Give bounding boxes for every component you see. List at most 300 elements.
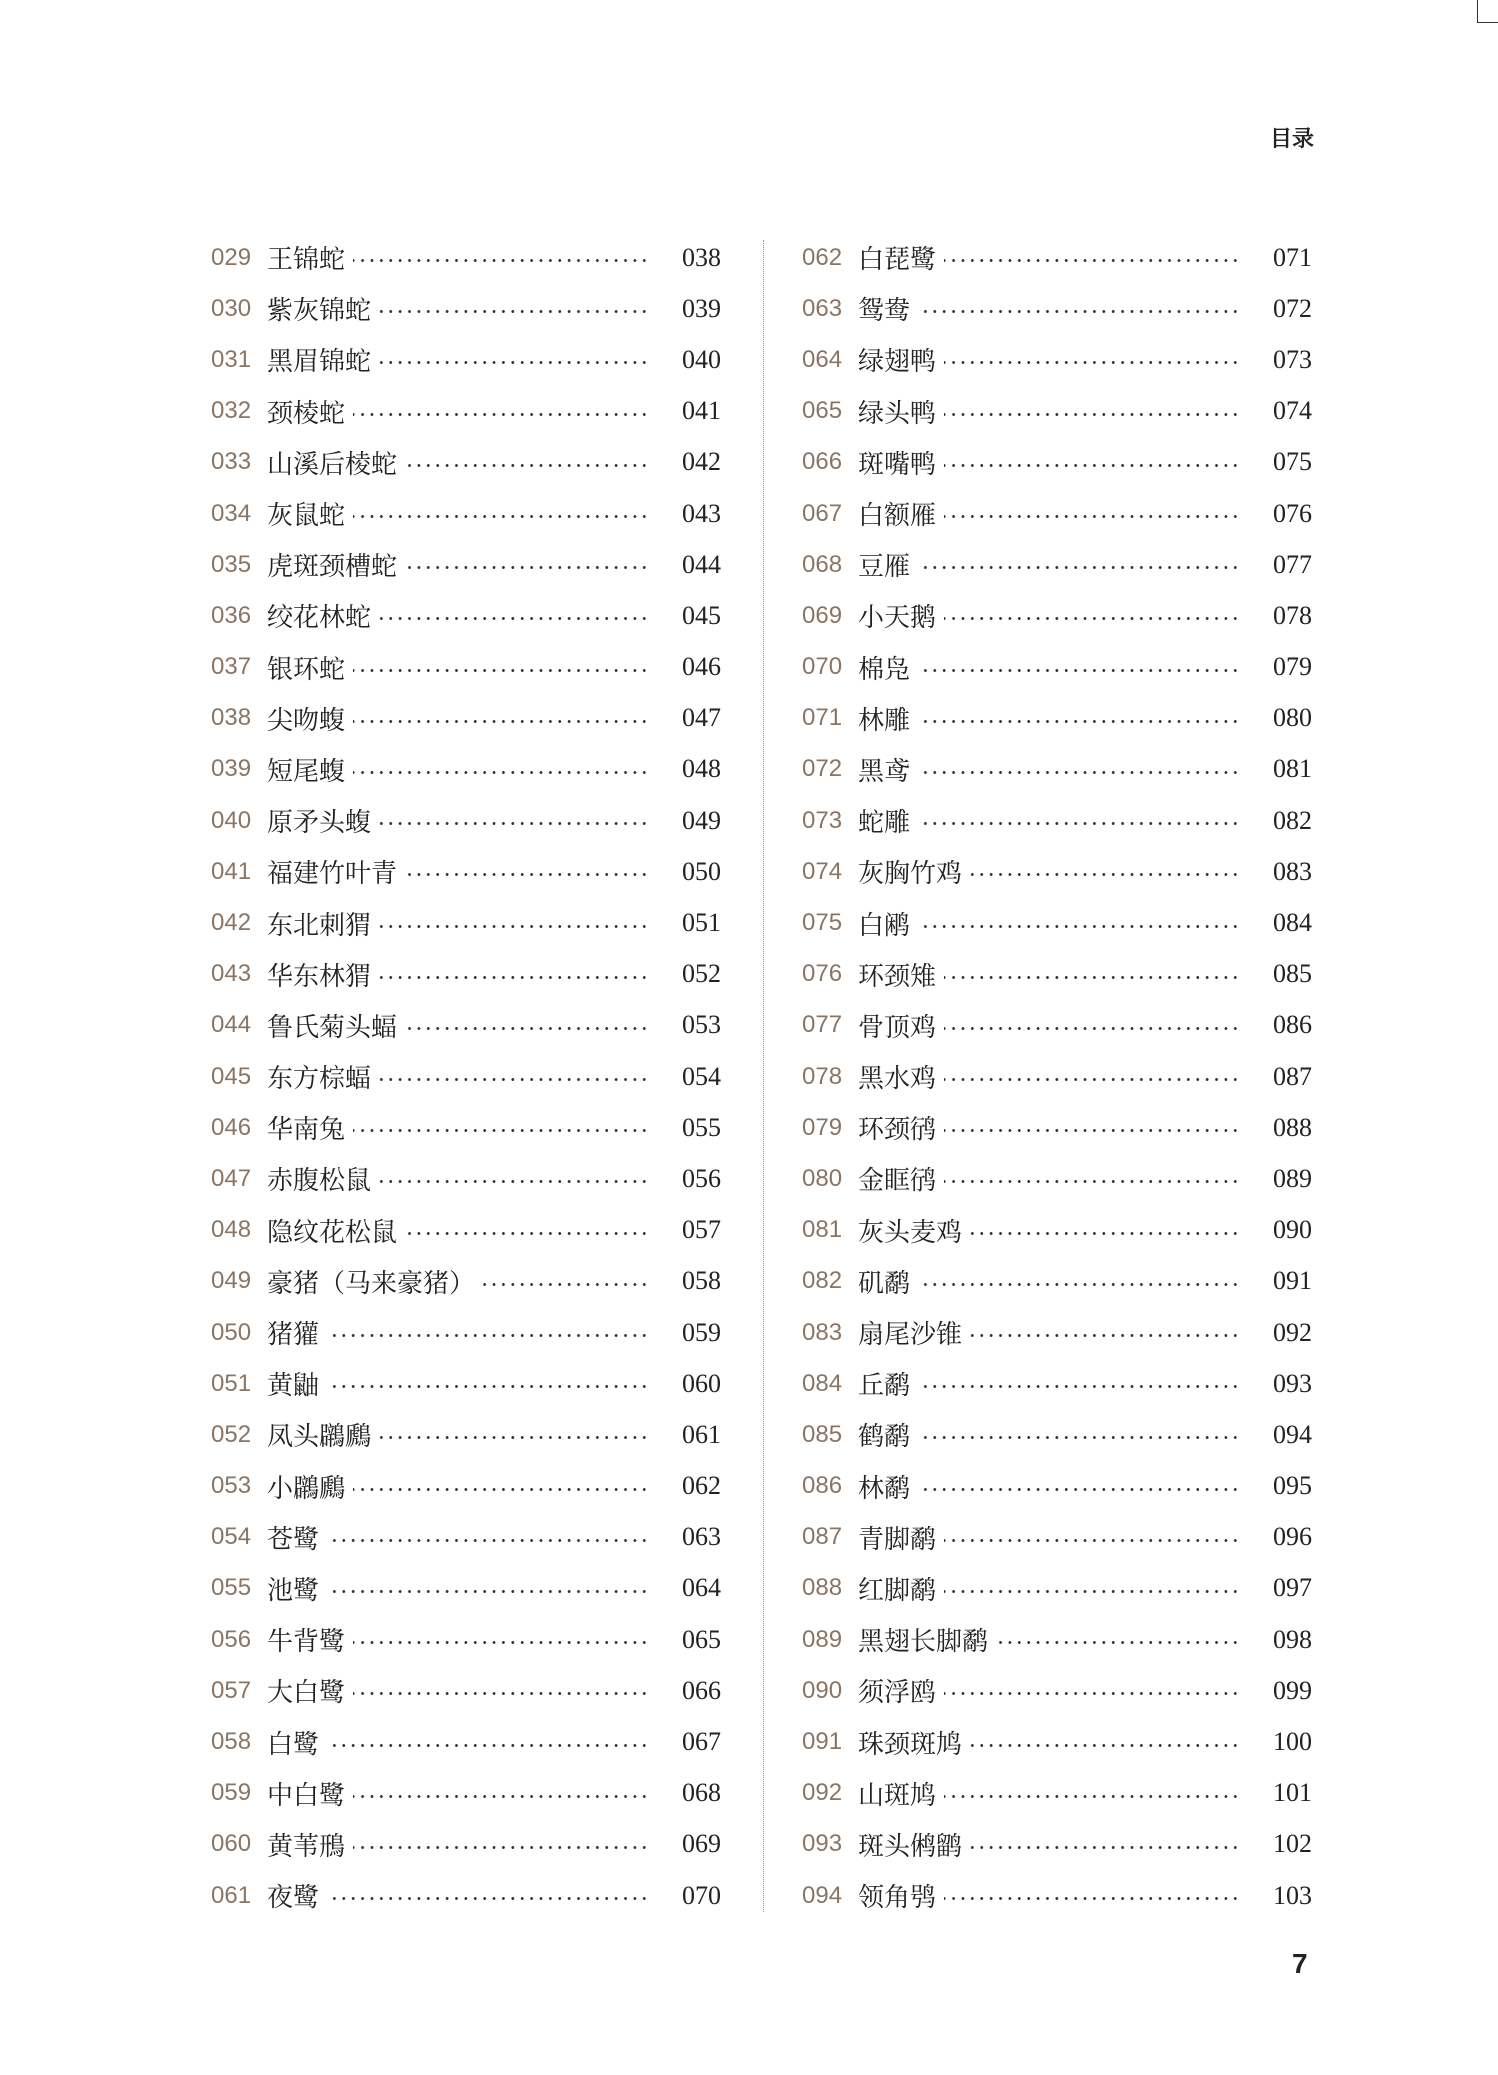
toc-entry[interactable] [211, 1461, 721, 1512]
entry-page: 048 [682, 754, 721, 784]
toc-entry[interactable] [211, 488, 721, 539]
dot-leader [918, 925, 1240, 928]
crop-mark [1477, 22, 1498, 23]
dot-leader [944, 1897, 1240, 1900]
entry-title: 黄鼬 [267, 1371, 320, 1402]
dot-leader [379, 1436, 649, 1439]
dot-leader [379, 1180, 649, 1183]
entry-page: 103 [1273, 1880, 1312, 1910]
dot-leader [970, 1846, 1240, 1849]
entry-title: 骨顶鸡 [858, 1012, 937, 1043]
entry-page: 093 [1273, 1368, 1312, 1398]
page-header-title: 目录 [1269, 127, 1314, 152]
toc-entry[interactable] [211, 949, 721, 1000]
entry-title: 颈棱蛇 [267, 398, 346, 429]
dot-leader [918, 1488, 1240, 1491]
entry-page: 080 [1273, 703, 1312, 733]
entry-number: 083 [802, 1318, 843, 1346]
entry-page: 046 [682, 652, 721, 682]
entry-page: 082 [1273, 805, 1312, 835]
toc-entry[interactable] [802, 539, 1312, 590]
dot-leader [970, 873, 1240, 876]
toc-entry[interactable] [802, 1665, 1312, 1716]
entry-title: 棉凫 [858, 654, 911, 685]
entry-page: 095 [1273, 1471, 1312, 1501]
toc-entry[interactable] [802, 1716, 1312, 1767]
entry-title: 豆雁 [858, 552, 911, 583]
entry-title: 白额雁 [858, 501, 937, 532]
entry-page: 086 [1273, 1010, 1312, 1040]
entry-title: 黄苇鳽 [267, 1831, 346, 1862]
entry-number: 050 [211, 1318, 252, 1346]
entry-page: 049 [682, 805, 721, 835]
toc-entry[interactable] [211, 1205, 721, 1256]
toc-entry[interactable] [211, 539, 721, 590]
entry-page: 090 [1273, 1215, 1312, 1245]
entry-page: 038 [682, 242, 721, 272]
toc-entry[interactable] [211, 1870, 721, 1921]
entry-number: 047 [211, 1164, 252, 1192]
entry-number: 044 [211, 1011, 252, 1039]
entry-title: 领角鸮 [858, 1883, 937, 1914]
entry-number: 068 [802, 550, 843, 578]
entry-number: 059 [211, 1779, 252, 1807]
entry-page: 050 [682, 856, 721, 886]
toc-entry[interactable] [802, 232, 1312, 283]
entry-title: 环颈雉 [858, 961, 937, 992]
dot-leader [353, 1846, 649, 1849]
entry-title: 黑水鸡 [858, 1064, 937, 1095]
entry-title: 红脚鹬 [858, 1575, 937, 1606]
entry-number: 063 [802, 294, 843, 322]
entry-page: 063 [682, 1522, 721, 1552]
toc-entry[interactable] [802, 283, 1312, 334]
toc-entry[interactable] [802, 1512, 1312, 1563]
entry-page: 040 [682, 344, 721, 374]
entry-page: 060 [682, 1368, 721, 1398]
entry-title: 灰头麦鸡 [858, 1217, 963, 1248]
entry-number: 056 [211, 1625, 252, 1653]
column-divider [763, 240, 764, 1912]
entry-number: 077 [802, 1011, 843, 1039]
toc-entry[interactable] [802, 1819, 1312, 1870]
entry-title: 大白鹭 [267, 1678, 346, 1709]
toc-entry[interactable] [211, 1409, 721, 1460]
toc-entry[interactable] [211, 642, 721, 693]
entry-page: 051 [682, 908, 721, 938]
entry-number: 094 [802, 1881, 843, 1909]
entry-page: 045 [682, 600, 721, 630]
dot-leader [379, 976, 649, 979]
dot-leader [353, 1129, 649, 1132]
toc-entry[interactable] [802, 1000, 1312, 1051]
entry-page: 074 [1273, 396, 1312, 426]
entry-title: 白鹇 [858, 910, 911, 941]
entry-number: 051 [211, 1369, 252, 1397]
entry-number: 075 [802, 909, 843, 937]
toc-entry[interactable] [802, 1256, 1312, 1307]
entry-page: 068 [682, 1778, 721, 1808]
entry-number: 046 [211, 1113, 252, 1141]
entry-title: 池鹭 [267, 1575, 320, 1606]
entry-title: 绿翅鸭 [858, 347, 937, 378]
dot-leader [353, 771, 649, 774]
dot-leader [327, 1897, 649, 1900]
toc-entry[interactable] [211, 1768, 721, 1819]
crop-mark [1477, 0, 1478, 22]
entry-number: 064 [802, 345, 843, 373]
toc-entry[interactable] [802, 949, 1312, 1000]
entry-title: 王锦蛇 [267, 245, 346, 276]
toc-entry[interactable] [211, 1614, 721, 1665]
dot-leader [353, 720, 649, 723]
toc-entry[interactable] [802, 1358, 1312, 1409]
entry-title: 鲁氏菊头蝠 [267, 1012, 398, 1043]
entry-title: 华东林猬 [267, 961, 372, 992]
entry-page: 081 [1273, 754, 1312, 784]
toc-entry[interactable] [802, 1205, 1312, 1256]
toc-entry[interactable] [211, 1102, 721, 1153]
toc-entry[interactable] [211, 1819, 721, 1870]
toc-entry[interactable] [211, 1512, 721, 1563]
toc-entry[interactable] [802, 1051, 1312, 1102]
entry-number: 092 [802, 1779, 843, 1807]
entry-page: 058 [682, 1266, 721, 1296]
entry-number: 086 [802, 1472, 843, 1500]
entry-number: 052 [211, 1420, 252, 1448]
toc-entry[interactable] [802, 1409, 1312, 1460]
toc-entry[interactable] [802, 846, 1312, 897]
toc-entry[interactable] [211, 1358, 721, 1409]
entry-title: 虎斑颈槽蛇 [267, 552, 398, 583]
dot-leader [944, 1590, 1240, 1593]
entry-page: 039 [682, 293, 721, 323]
dot-leader [353, 413, 649, 416]
entry-page: 072 [1273, 293, 1312, 323]
entry-number: 076 [802, 960, 843, 988]
dot-leader [327, 1744, 649, 1747]
entry-number: 079 [802, 1113, 843, 1141]
dot-leader [353, 1795, 649, 1798]
toc-entry[interactable] [802, 693, 1312, 744]
entry-number: 062 [802, 243, 843, 271]
dot-leader [353, 1488, 649, 1491]
entry-number: 057 [211, 1676, 252, 1704]
dot-leader [944, 361, 1240, 364]
dot-leader [483, 1283, 649, 1286]
entry-number: 069 [802, 601, 843, 629]
entry-page: 052 [682, 959, 721, 989]
entry-number: 038 [211, 704, 252, 732]
entry-title: 山斑鸠 [858, 1780, 937, 1811]
entry-title: 黑眉锦蛇 [267, 347, 372, 378]
entry-number: 066 [802, 448, 843, 476]
entry-number: 054 [211, 1523, 252, 1551]
dot-leader [970, 1232, 1240, 1235]
entry-title: 小天鹅 [858, 603, 937, 634]
dot-leader [379, 617, 649, 620]
toc-entry[interactable] [802, 744, 1312, 795]
dot-leader [918, 1436, 1240, 1439]
dot-leader [405, 566, 649, 569]
dot-leader [944, 515, 1240, 518]
dot-leader [944, 1692, 1240, 1695]
dot-leader [918, 1283, 1240, 1286]
toc-entry[interactable] [802, 386, 1312, 437]
dot-leader [918, 1385, 1240, 1388]
entry-title: 白鹭 [267, 1729, 320, 1760]
dot-leader [944, 1795, 1240, 1798]
dot-leader [944, 259, 1240, 262]
entry-title: 东北刺猬 [267, 910, 372, 941]
entry-number: 045 [211, 1062, 252, 1090]
entry-page: 053 [682, 1010, 721, 1040]
dot-leader [353, 259, 649, 262]
toc-entry[interactable] [211, 846, 721, 897]
entry-number: 080 [802, 1164, 843, 1192]
entry-title: 凤头鸊鷉 [267, 1422, 372, 1453]
entry-number: 082 [802, 1267, 843, 1295]
entry-title: 黑鸢 [858, 756, 911, 787]
entry-number: 081 [802, 1216, 843, 1244]
entry-page: 077 [1273, 549, 1312, 579]
dot-leader [996, 1641, 1240, 1644]
entry-number: 065 [802, 397, 843, 425]
toc-entry[interactable] [802, 1461, 1312, 1512]
entry-page: 096 [1273, 1522, 1312, 1552]
dot-leader [327, 1590, 649, 1593]
entry-title: 绞花林蛇 [267, 603, 372, 634]
entry-number: 036 [211, 601, 252, 629]
toc-column-right [802, 232, 1312, 1921]
toc-entry[interactable] [802, 590, 1312, 641]
entry-title: 短尾蝮 [267, 756, 346, 787]
dot-leader [405, 1232, 649, 1235]
entry-page: 085 [1273, 959, 1312, 989]
entry-page: 092 [1273, 1317, 1312, 1347]
entry-title: 尖吻蝮 [267, 705, 346, 736]
entry-title: 鹤鹬 [858, 1422, 911, 1453]
toc-entry[interactable] [802, 437, 1312, 488]
entry-title: 隐纹花松鼠 [267, 1217, 398, 1248]
entry-page: 071 [1273, 242, 1312, 272]
entry-page: 041 [682, 396, 721, 426]
entry-title: 小鸊鷉 [267, 1473, 346, 1504]
toc-entry[interactable] [802, 897, 1312, 948]
dot-leader [918, 822, 1240, 825]
dot-leader [918, 720, 1240, 723]
entry-title: 灰鼠蛇 [267, 501, 346, 532]
entry-number: 061 [211, 1881, 252, 1909]
entry-number: 032 [211, 397, 252, 425]
entry-page: 069 [682, 1829, 721, 1859]
entry-page: 070 [682, 1880, 721, 1910]
dot-leader [327, 1334, 649, 1337]
toc-entry[interactable] [802, 1563, 1312, 1614]
toc-entry[interactable] [802, 1870, 1312, 1921]
entry-number: 053 [211, 1472, 252, 1500]
entry-title: 豪猪（马来豪猪） [267, 1268, 476, 1299]
dot-leader [944, 413, 1240, 416]
entry-page: 097 [1273, 1573, 1312, 1603]
dot-leader [379, 925, 649, 928]
entry-title: 灰胸竹鸡 [858, 859, 963, 890]
entry-title: 林鹬 [858, 1473, 911, 1504]
entry-page: 087 [1273, 1061, 1312, 1091]
entry-page: 062 [682, 1471, 721, 1501]
dot-leader [918, 310, 1240, 313]
entry-title: 扇尾沙锥 [858, 1320, 963, 1351]
entry-title: 东方棕蝠 [267, 1064, 372, 1095]
dot-leader [353, 669, 649, 672]
entry-page: 076 [1273, 498, 1312, 528]
entry-title: 福建竹叶青 [267, 859, 398, 890]
toc-entry[interactable] [211, 1307, 721, 1358]
dot-leader [379, 361, 649, 364]
entry-title: 珠颈斑鸠 [858, 1729, 963, 1760]
toc-entry[interactable] [211, 744, 721, 795]
entry-page: 066 [682, 1675, 721, 1705]
entry-title: 夜鹭 [267, 1883, 320, 1914]
entry-title: 黑翅长脚鹬 [858, 1627, 989, 1658]
entry-page: 089 [1273, 1163, 1312, 1193]
entry-number: 039 [211, 755, 252, 783]
entry-number: 031 [211, 345, 252, 373]
toc-entry[interactable] [211, 334, 721, 385]
dot-leader [379, 822, 649, 825]
toc-entry[interactable] [211, 232, 721, 283]
toc-entry[interactable] [802, 642, 1312, 693]
entry-page: 056 [682, 1163, 721, 1193]
entry-number: 089 [802, 1625, 843, 1653]
toc-entry[interactable] [211, 1563, 721, 1614]
toc-entry[interactable] [211, 590, 721, 641]
entry-page: 078 [1273, 600, 1312, 630]
entry-title: 环颈鸻 [858, 1115, 937, 1146]
dot-leader [944, 1129, 1240, 1132]
entry-title: 丘鹬 [858, 1371, 911, 1402]
entry-number: 034 [211, 499, 252, 527]
entry-title: 牛背鹭 [267, 1627, 346, 1658]
entry-number: 041 [211, 857, 252, 885]
toc-entry[interactable] [211, 283, 721, 334]
entry-number: 048 [211, 1216, 252, 1244]
entry-number: 067 [802, 499, 843, 527]
dot-leader [353, 515, 649, 518]
toc-entry[interactable] [802, 1153, 1312, 1204]
toc-entry[interactable] [211, 386, 721, 437]
entry-number: 033 [211, 448, 252, 476]
entry-number: 071 [802, 704, 843, 732]
entry-page: 088 [1273, 1112, 1312, 1142]
entry-page: 065 [682, 1624, 721, 1654]
entry-page: 042 [682, 447, 721, 477]
entry-page: 067 [682, 1727, 721, 1757]
toc-column-left [211, 232, 721, 1921]
entry-page: 084 [1273, 908, 1312, 938]
dot-leader [918, 566, 1240, 569]
entry-title: 斑头鸺鹠 [858, 1831, 963, 1862]
entry-page: 075 [1273, 447, 1312, 477]
toc-entry[interactable] [211, 1256, 721, 1307]
entry-title: 金眶鸻 [858, 1166, 937, 1197]
toc-entry[interactable] [802, 488, 1312, 539]
entry-number: 090 [802, 1676, 843, 1704]
dot-leader [944, 1078, 1240, 1081]
toc-entry[interactable] [211, 437, 721, 488]
toc-entry[interactable] [802, 1307, 1312, 1358]
dot-leader [944, 1539, 1240, 1542]
entry-title: 须浮鸥 [858, 1678, 937, 1709]
toc-entry[interactable] [211, 1000, 721, 1051]
entry-page: 101 [1273, 1778, 1312, 1808]
entry-title: 山溪后棱蛇 [267, 449, 398, 480]
dot-leader [944, 976, 1240, 979]
dot-leader [918, 669, 1240, 672]
entry-number: 085 [802, 1420, 843, 1448]
toc-entry[interactable] [211, 897, 721, 948]
dot-leader [327, 1385, 649, 1388]
entry-page: 044 [682, 549, 721, 579]
entry-title: 银环蛇 [267, 654, 346, 685]
entry-page: 043 [682, 498, 721, 528]
entry-title: 蛇雕 [858, 808, 911, 839]
entry-number: 091 [802, 1728, 843, 1756]
toc-entry[interactable] [802, 1768, 1312, 1819]
toc-entry[interactable] [211, 1665, 721, 1716]
toc-entry[interactable] [802, 334, 1312, 385]
toc-entry[interactable] [802, 1614, 1312, 1665]
entry-title: 林雕 [858, 705, 911, 736]
entry-page: 061 [682, 1419, 721, 1449]
dot-leader [405, 873, 649, 876]
entry-page: 083 [1273, 856, 1312, 886]
entry-title: 青脚鹬 [858, 1524, 937, 1555]
toc-entry[interactable] [802, 795, 1312, 846]
entry-page: 099 [1273, 1675, 1312, 1705]
entry-title: 绿头鸭 [858, 398, 937, 429]
toc-entry[interactable] [211, 1051, 721, 1102]
entry-number: 087 [802, 1523, 843, 1551]
entry-page: 057 [682, 1215, 721, 1245]
entry-title: 矶鹬 [858, 1268, 911, 1299]
dot-leader [970, 1744, 1240, 1747]
dot-leader [944, 1027, 1240, 1030]
toc-entry[interactable] [211, 1153, 721, 1204]
entry-title: 原矛头蝮 [267, 808, 372, 839]
toc-entry[interactable] [211, 1716, 721, 1767]
dot-leader [353, 1641, 649, 1644]
toc-entry[interactable] [211, 795, 721, 846]
entry-number: 084 [802, 1369, 843, 1397]
entry-number: 035 [211, 550, 252, 578]
entry-number: 040 [211, 806, 252, 834]
entry-title: 鸳鸯 [858, 296, 911, 327]
toc-entry[interactable] [211, 693, 721, 744]
entry-page: 079 [1273, 652, 1312, 682]
toc-entry[interactable] [802, 1102, 1312, 1153]
entry-title: 紫灰锦蛇 [267, 296, 372, 327]
entry-title: 斑嘴鸭 [858, 449, 937, 480]
dot-leader [327, 1539, 649, 1542]
entry-page: 059 [682, 1317, 721, 1347]
entry-number: 049 [211, 1267, 252, 1295]
entry-number: 030 [211, 294, 252, 322]
entry-number: 037 [211, 653, 252, 681]
dot-leader [353, 1692, 649, 1695]
dot-leader [944, 464, 1240, 467]
entry-number: 070 [802, 653, 843, 681]
